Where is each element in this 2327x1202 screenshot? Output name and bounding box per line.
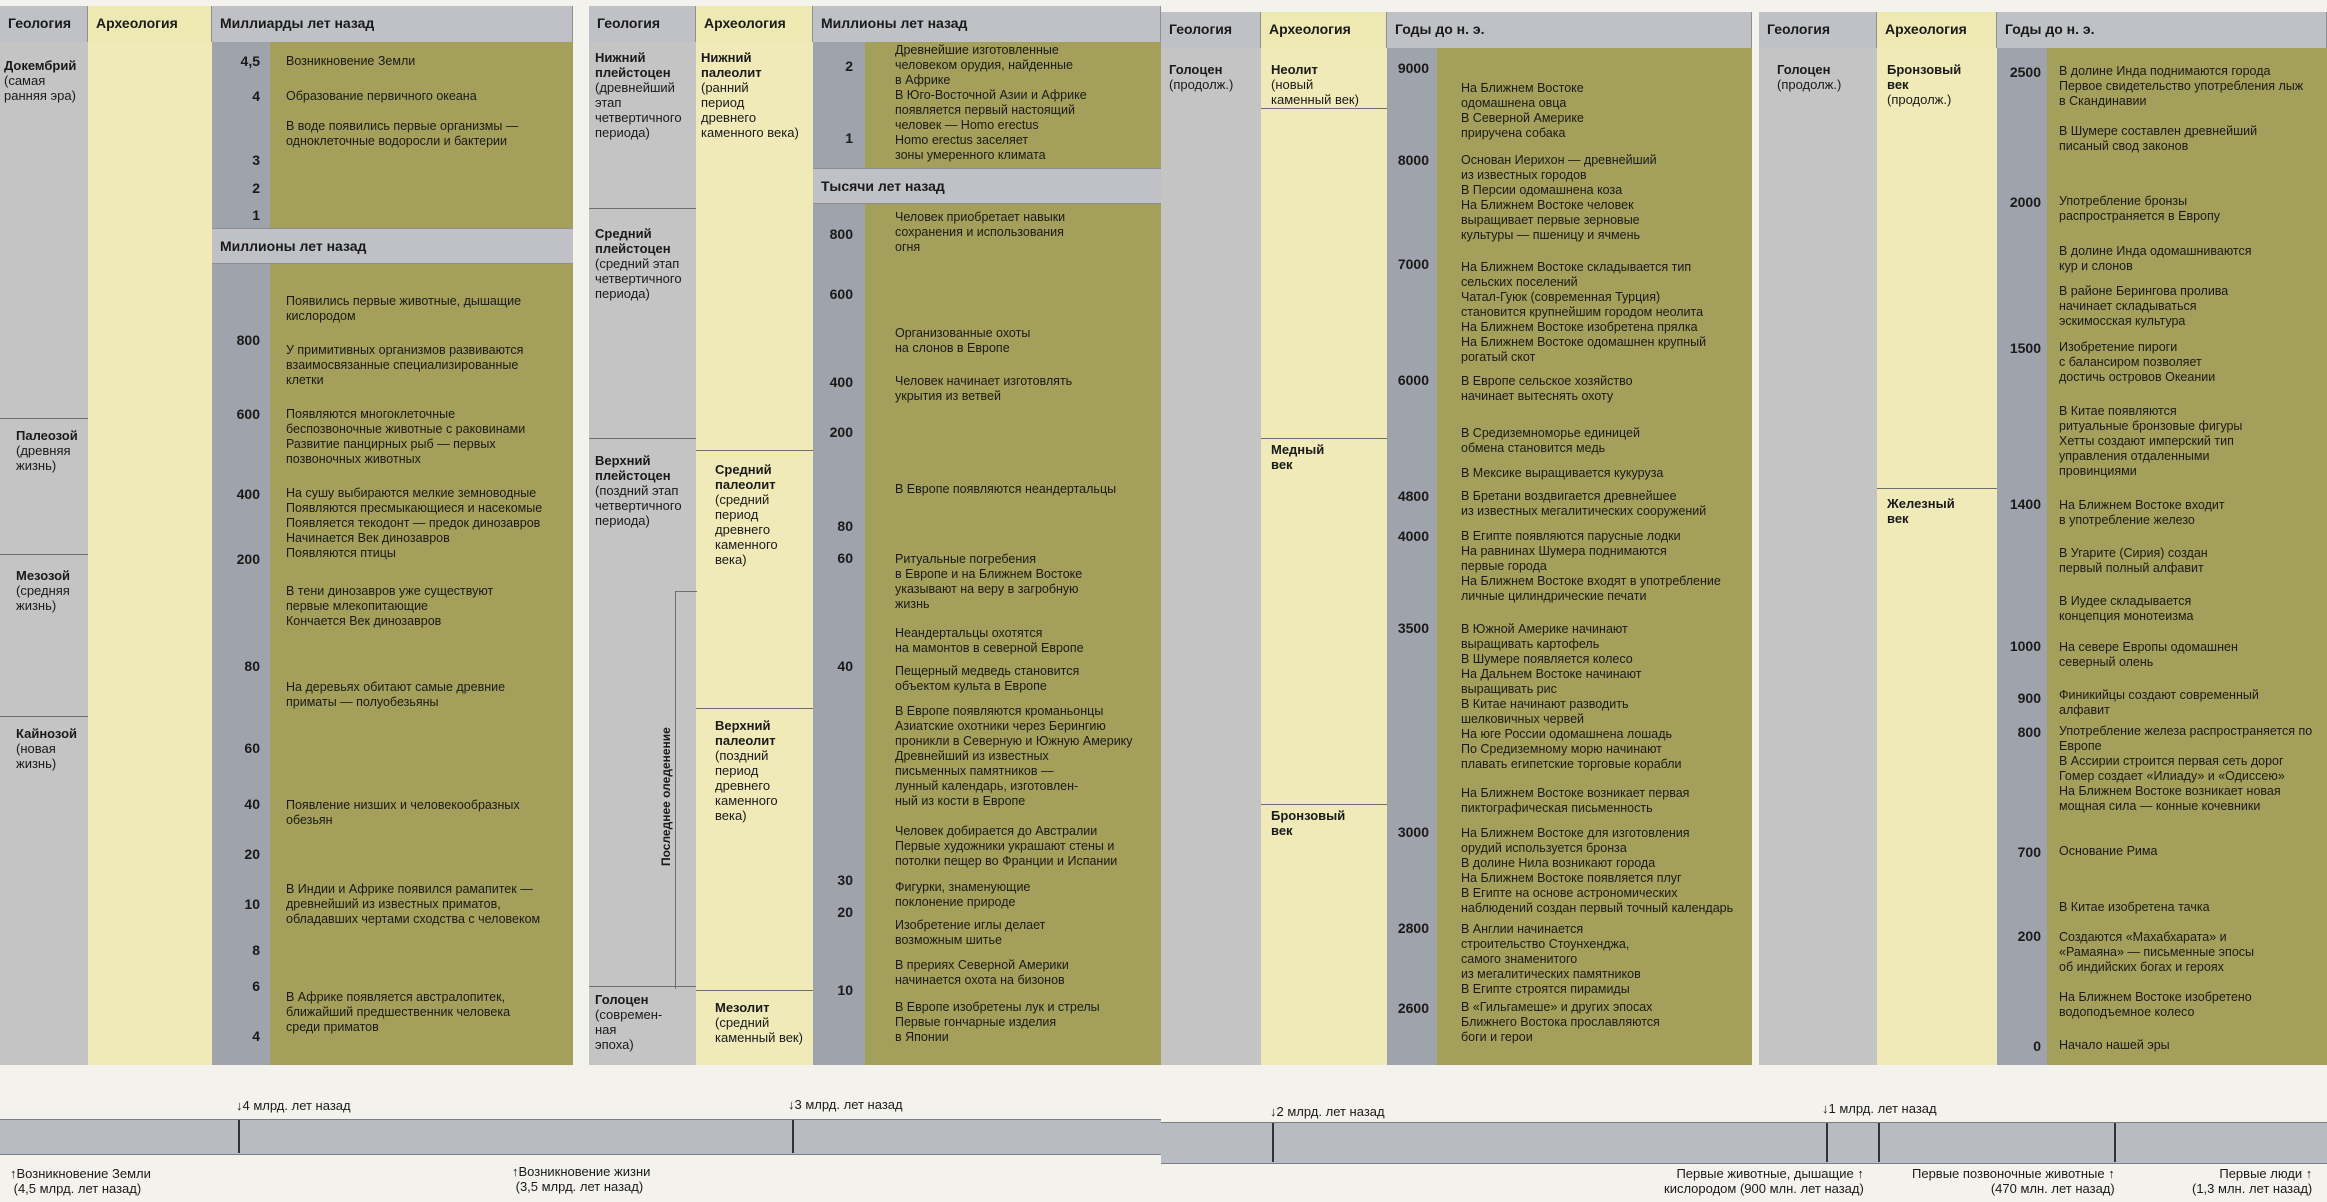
event-text: Появление низших и человекообразных обезьян <box>286 798 520 827</box>
header-archaeology: Археология <box>696 6 813 42</box>
era-description: (поздний этап четвертичного периода) <box>595 483 682 528</box>
tick-label: 4000 <box>1397 528 1429 544</box>
header-thousands: Тысячи лет назад <box>813 168 1161 204</box>
glaciation-bracket <box>675 591 676 989</box>
era-name: Мезозой <box>16 568 71 583</box>
era-divider <box>589 208 696 209</box>
tick-label: 9000 <box>1397 60 1429 76</box>
archaeology-column <box>1877 48 1997 1065</box>
scale-marker: ↓4 млрд. лет назад <box>236 1098 351 1113</box>
event-text: В тени динозавров уже существуют первые млекопитающие Кончается Век динозавров <box>286 584 494 628</box>
tick-label: 2800 <box>1397 920 1429 936</box>
header-geology: Геология <box>589 6 696 42</box>
event-text: Финикийцы создают современный алфавит <box>2059 688 2259 717</box>
era-name: Неолит <box>1271 62 1318 77</box>
event-text: Употребление бронзы распространяется в Европу <box>2059 194 2221 223</box>
event-text: В Иудее складывается концепция монотеизма <box>2059 594 2194 623</box>
archaeology-column <box>1261 48 1387 1065</box>
event-text: Человек добирается до Австралии Первые художники украшают стены и потолки пещер во Франции и Испании <box>895 824 1118 868</box>
tick-label: 2 <box>252 180 260 196</box>
era-description: (продолж.) <box>1887 92 1952 107</box>
era-paleozoic <box>16 428 86 473</box>
tick-label: 3 <box>252 152 260 168</box>
event-text: Образование первичного океана <box>286 89 477 103</box>
event-text: В Средиземноморье единицей обмена становится медь <box>1461 426 1640 455</box>
era-name: Нижний плейстоцен <box>595 50 671 80</box>
era-name: Кайнозой <box>16 726 78 741</box>
era-name: Верхний плейстоцен <box>595 453 671 483</box>
event-text: В Англии начинается строительство Стоунхенджа, самого знаменитого из мегалитических памятников В Египте строятся пирамиды <box>1461 922 1641 996</box>
event-text: Фигурки, знаменующие поклонение природе <box>895 880 1031 909</box>
event-text: Ритуальные погребения в Европе и на Ближнем Востоке указывают на веру в загробную жизнь <box>895 552 1083 611</box>
geo-holocene <box>595 992 695 1052</box>
era-divider <box>0 418 88 419</box>
arch-bronze-age <box>1887 62 1995 107</box>
era-description: (ранний период древнего каменного века) <box>701 80 799 140</box>
event-text: Человек начинает изготовлять укрытия из ветвей <box>895 374 1073 403</box>
tick-label: 10 <box>244 896 260 912</box>
arch-lower-paleolithic <box>701 50 811 140</box>
event-text: В Китае появляются ритуальные бронзовые фигуры Хетты создают имперский тип управления отдаленными провинциями <box>2059 404 2243 478</box>
tick-label: 2 <box>845 58 853 74</box>
tick-label: 10 <box>837 982 853 998</box>
tick-label: 600 <box>236 406 260 422</box>
header-millions: Миллионы лет назад <box>813 6 1161 42</box>
tick-label: 700 <box>2017 844 2041 860</box>
tick-label: 800 <box>829 226 853 242</box>
tick-label: 900 <box>2017 690 2041 706</box>
era-description: (средний период древнего каменного века) <box>715 492 778 567</box>
event-text: На деревьях обитают самые древние приматы — полуобезьяны <box>286 680 506 709</box>
era-name: Голоцен <box>1169 62 1223 77</box>
event-text: В «Гильгамеше» и других эпосах Ближнего Востока прославляются боги и герои <box>1461 1000 1660 1044</box>
arch-neolithic <box>1271 62 1385 107</box>
tick-label: 4 <box>252 1028 260 1044</box>
header-archaeology: Археология <box>88 6 212 42</box>
tick-label: 1500 <box>2009 340 2041 356</box>
event-text: На Ближнем Востоке складывается тип сельских поселений Чатал-Гуюк (современная Турция) становится крупнейшим городом неолита На Ближнем Востоке изобретена прялка На Ближнем Востоке одомашнен крупный рогатый скот <box>1461 260 1707 364</box>
tick-label: 7000 <box>1397 256 1429 272</box>
event-text: Основание Рима <box>2059 844 2158 858</box>
tick-label: 3500 <box>1397 620 1429 636</box>
scale-tick <box>238 1120 240 1153</box>
scale-marker: ↓2 млрд. лет назад <box>1270 1104 1385 1119</box>
header-archaeology: Археология <box>1877 12 1997 48</box>
tick-label: 0 <box>2033 1038 2041 1054</box>
event-text: Основан Иерихон — древнейший из известных городов В Персии одомашнена коза На Ближнем Востоке человек выращивает первые зерновые культуры — пшеницу и ячмень <box>1461 153 1657 242</box>
timescale-bar <box>1161 1122 2327 1164</box>
event-text: В Угарите (Сирия) создан первый полный алфавит <box>2059 546 2208 575</box>
era-description: (современ- ная эпоха) <box>595 1007 663 1052</box>
header-millions: Миллионы лет назад <box>212 228 573 264</box>
event-text: У примитивных организмов развиваются взаимосвязанные специализированные клетки <box>286 343 524 387</box>
header-years: Годы до н. э. <box>1997 12 2327 48</box>
event-text: На Ближнем Востоке одомашнена овца В Северной Америке приручена собака <box>1461 81 1584 140</box>
arch-iron-age <box>1887 496 1995 526</box>
event-text: В Европе изобретены лук и стрелы Первые гончарные изделия в Японии <box>895 1000 1100 1044</box>
tick-label: 4,5 <box>240 53 260 69</box>
tick-label: 6 <box>252 978 260 994</box>
event-text: На Ближнем Востоке входит в употребление железо <box>2059 498 2225 527</box>
era-description: (древняя жизнь) <box>16 443 71 473</box>
era-precambrian <box>4 58 86 103</box>
event-text: На Ближнем Востоке возникает первая пиктографическая письменность <box>1461 786 1690 815</box>
tick-label: 40 <box>244 796 260 812</box>
header-geology: Геология <box>0 6 88 42</box>
tick-label: 40 <box>837 658 853 674</box>
era-divider <box>1261 438 1387 439</box>
tick-label: 200 <box>2017 928 2041 944</box>
geo-holocene <box>1169 62 1259 92</box>
tick-label: 60 <box>244 740 260 756</box>
tick-label: 2500 <box>2009 64 2041 80</box>
event-text: Создаются «Махабхарата» и «Рамаяна» — письменные эпосы об индийских богах и героях <box>2059 930 2255 974</box>
era-divider <box>0 554 88 555</box>
event-text: В районе Берингова пролива начинает складываться эскимосская культура <box>2059 284 2229 328</box>
scale-label: Первые люди ↑ (1,3 млн. лет назад) <box>2192 1166 2313 1196</box>
scale-label: ↑Возникновение жизни (3,5 млрд. лет назад) <box>512 1164 651 1194</box>
header-archaeology: Археология <box>1261 12 1387 48</box>
tick-label: 1000 <box>2009 638 2041 654</box>
tick-label: 200 <box>236 551 260 567</box>
scale-tick <box>2114 1123 2116 1162</box>
era-description: (древнейший этап четвертичного периода) <box>595 80 682 140</box>
glaciation-bracket <box>675 591 697 592</box>
era-name: Голоцен <box>1777 62 1831 77</box>
tick-label: 2000 <box>2009 194 2041 210</box>
tick-label: 3000 <box>1397 824 1429 840</box>
era-mesozoic <box>16 568 86 613</box>
arch-mesolithic <box>715 1000 811 1045</box>
event-text: Неандертальцы охотятся на мамонтов в северной Европе <box>895 626 1084 655</box>
era-description: (средний этап четвертичного периода) <box>595 256 682 301</box>
event-text: В Африке появляется австралопитек, ближайший предшественник человека среди приматов <box>286 990 511 1034</box>
era-name: Докембрий <box>4 58 77 73</box>
tick-label: 800 <box>236 332 260 348</box>
era-description: (новый каменный век) <box>1271 77 1359 107</box>
event-text: Появились первые животные, дышащие кислородом <box>286 294 522 323</box>
archaeology-column <box>88 42 212 1065</box>
era-description: (продолж.) <box>1169 77 1234 92</box>
tick-label: 1 <box>252 207 260 223</box>
era-name: Палеозой <box>16 428 78 443</box>
era-name: Средний палеолит <box>715 462 776 492</box>
era-name: Верхний палеолит <box>715 718 776 748</box>
header-years: Годы до н. э. <box>1387 12 1752 48</box>
ticks-column <box>1387 48 1437 1065</box>
tick-label: 800 <box>2017 724 2041 740</box>
tick-label: 2600 <box>1397 1000 1429 1016</box>
scale-label: ↑Возникновение Земли (4,5 млрд. лет назад) <box>10 1166 151 1196</box>
header-geology: Геология <box>1759 12 1877 48</box>
geology-column <box>1161 48 1261 1065</box>
event-text: В воде появились первые организмы — одноклеточные водоросли и бактерии <box>286 119 519 148</box>
event-text: Изобретение пироги с балансиром позволяет достичь островов Океании <box>2059 340 2216 384</box>
event-text: Пещерный медведь становится объектом культа в Европе <box>895 664 1080 693</box>
event-text: В Южной Америке начинают выращивать картофель В Шумере появляется колесо На Дальнем Востоке начинают выращивать рис В Китае начинают разводить шелковичных червей На юге России одомашнена лошадь По Средиземному морю начинают плавать египетские торговые корабли <box>1461 622 1682 771</box>
era-cenozoic <box>16 726 86 771</box>
scale-label: Первые позвоночные животные ↑ (470 млн. лет назад) <box>1912 1166 2115 1196</box>
panel-years-bc-2 <box>1759 12 2327 1065</box>
event-text: В Шумере составлен древнейший писаный свод законов <box>2059 124 2258 153</box>
era-description: (самая ранняя эра) <box>4 73 76 103</box>
event-text: В долине Инда поднимаются города Первое свидетельство употребления лыж в Скандинавии <box>2059 64 2304 108</box>
era-name: Железный век <box>1887 496 1955 526</box>
event-text: Организованные охоты на слонов в Европе <box>895 326 1031 355</box>
event-text: Древнейшие изготовленные человеком орудия, найденные в Африке В Юго-Восточной Азии и Африке появляется первый настоящий человек — Homo erectus Homo erectus заселяет зоны умеренного климата <box>895 43 1087 162</box>
tick-label: 80 <box>244 658 260 674</box>
era-name: Медный век <box>1271 442 1325 472</box>
event-text: В Европе сельское хозяйство начинает вытеснять охоту <box>1461 374 1633 403</box>
tick-label: 400 <box>236 486 260 502</box>
panel-billions <box>0 6 573 1065</box>
event-text: Начало нашей эры <box>2059 1038 2170 1052</box>
tick-label: 8000 <box>1397 152 1429 168</box>
header-geology: Геология <box>1161 12 1261 48</box>
geo-middle-pleistocene <box>595 226 695 301</box>
era-divider <box>1261 108 1387 109</box>
era-divider <box>696 990 813 991</box>
tick-label: 80 <box>837 518 853 534</box>
scale-tick <box>792 1120 794 1153</box>
event-text: На Ближнем Востоке для изготовления орудий используется бронза В долине Нила возникают города На Ближнем Востоке появляется плуг В Египте на основе астрономических наблюдений создан первый точный календарь <box>1461 826 1734 915</box>
era-divider <box>1877 488 1997 489</box>
era-description: (средний каменный век) <box>715 1015 803 1045</box>
tick-label: 4 <box>252 88 260 104</box>
era-divider <box>1261 804 1387 805</box>
geo-lower-pleistocene <box>595 50 695 140</box>
era-divider <box>696 708 813 709</box>
event-text: В Бретани воздвигается древнейшее из известных мегалитических сооружений <box>1461 489 1707 518</box>
scale-tick <box>1878 1123 1880 1162</box>
era-description: (новая жизнь) <box>16 741 57 771</box>
event-text: В Европе появляются кроманьонцы Азиатские охотники через Берингию проникли в Северную и Южную Америку Древнейший из известных письменных памятников — лунный календарь, изготовлен- ный из кости в Европе <box>895 704 1133 808</box>
tick-label: 8 <box>252 942 260 958</box>
tick-label: 30 <box>837 872 853 888</box>
era-name: Голоцен <box>595 992 649 1007</box>
arch-middle-paleolithic <box>715 462 811 567</box>
event-text: В Европе появляются неандертальцы <box>895 482 1117 496</box>
scale-marker: ↓3 млрд. лет назад <box>788 1097 903 1112</box>
panel-years-bc-1 <box>1161 12 1752 1065</box>
arch-bronze-age <box>1271 808 1385 838</box>
era-name: Бронзовый век <box>1887 62 1962 92</box>
event-text: На севере Европы одомашнен северный олень <box>2059 640 2238 669</box>
geology-column <box>1759 48 1877 1065</box>
era-name: Мезолит <box>715 1000 770 1015</box>
geo-holocene <box>1777 62 1875 92</box>
event-text: В долине Инда одомашниваются кур и слонов <box>2059 244 2252 273</box>
tick-label: 60 <box>837 550 853 566</box>
event-text: В Египте появляются парусные лодки На равнинах Шумера поднимаются первые города На Ближнем Востоке входят в употребление личные цилиндрические печати <box>1461 529 1721 603</box>
era-description: (продолж.) <box>1777 77 1842 92</box>
event-text: Изобретение иглы делает возможным шитье <box>895 918 1046 947</box>
era-description: (поздний период древнего каменного века) <box>715 748 778 823</box>
tick-label: 4800 <box>1397 488 1429 504</box>
event-text: Возникновение Земли <box>286 54 416 68</box>
timescale-bar <box>0 1119 1161 1155</box>
era-name: Нижний палеолит <box>701 50 762 80</box>
tick-label: 20 <box>837 904 853 920</box>
event-text: В Индии и Африке появился рамапитек — древнейший из известных приматов, обладавших чертами сходства с человеком <box>286 882 541 926</box>
arch-copper-age <box>1271 442 1385 472</box>
event-text: Употребление железа распространяется по Европе В Ассирии строится первая сеть дорог Гомер создает «Илиаду» и «Одиссею» На Ближнем Востоке возникает новая мощная сила — конные кочевники <box>2059 724 2313 813</box>
tick-label: 400 <box>829 374 853 390</box>
geo-upper-pleistocene <box>595 453 695 528</box>
era-divider <box>589 438 696 439</box>
tick-label: 600 <box>829 286 853 302</box>
event-text: Появляются многоклеточные беспозвоночные животные с раковинами Развитие панцирных рыб — первых позвоночных животных <box>286 407 526 466</box>
event-text: Человек приобретает навыки сохранения и использования огня <box>895 210 1066 254</box>
tick-label: 6000 <box>1397 372 1429 388</box>
geology-column <box>589 42 696 1065</box>
scale-tick <box>1826 1123 1828 1162</box>
era-name: Бронзовый век <box>1271 808 1346 838</box>
tick-label: 200 <box>829 424 853 440</box>
event-text: В Мексике выращивается кукуруза <box>1461 466 1664 480</box>
event-text: В Китае изобретена тачка <box>2059 900 2210 914</box>
tick-label: 1400 <box>2009 496 2041 512</box>
era-name: Средний плейстоцен <box>595 226 671 256</box>
scale-marker: ↓1 млрд. лет назад <box>1822 1101 1937 1116</box>
event-text: В прериях Северной Америки начинается охота на бизонов <box>895 958 1069 987</box>
era-divider <box>696 450 813 451</box>
scale-label: Первые животные, дышащие ↑ кислородом (900 млн. лет назад) <box>1664 1166 1864 1196</box>
era-divider <box>589 986 696 987</box>
arch-upper-paleolithic <box>715 718 811 823</box>
tick-label: 20 <box>244 846 260 862</box>
scale-tick <box>1272 1123 1274 1162</box>
era-divider <box>0 716 88 717</box>
era-description: (средняя жизнь) <box>16 583 70 613</box>
event-text: На сушу выбираются мелкие земноводные Появляются пресмыкающиеся и насекомые Появляется текодонт — предок динозавров Начинается Век динозавров Появляются птицы <box>286 486 543 560</box>
header-billions: Миллиарды лет назад <box>212 6 573 42</box>
event-text: На Ближнем Востоке изобретено водоподъемное колесо <box>2059 990 2252 1019</box>
panel-millions <box>589 6 1161 1065</box>
tick-label: 1 <box>845 130 853 146</box>
